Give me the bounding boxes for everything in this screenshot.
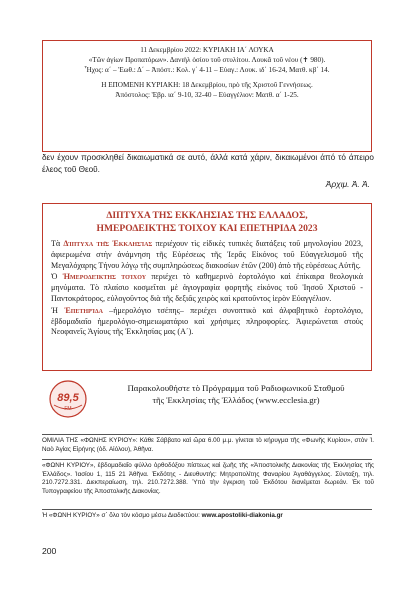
radio-line2: τῆς Ἐκκλησίας τῆς Ἑλλάδος (www.ecclesia.gr) [152,395,320,405]
diptycha-paragraph-2 [51,272,363,305]
footer-divider-1 [42,434,372,435]
liturgical-info-box [42,40,372,152]
p2-name: Ἡμεροδείκτης τοίχου [62,272,147,282]
diptycha-title-line2: ΗΜΕΡΟΔΕΙΚΤΗΣ ΤΟΙΧΟΥ ΚΑΙ ΕΠΕΤΗΡΙΔΑ 2023 [96,222,318,234]
logo-unit: FM [64,406,72,412]
internet-prefix: Ἡ «ΦΩΝΗ ΚΥΡΙΟΥ» σ΄ ὅλο τὸν κόσμο μέσω Διαδικτύου: [42,512,200,519]
p3-lead: Ἡ [51,305,58,315]
next-sunday-heading: Η ΕΠΟΜΕΝΗ ΚΥΡΙΑΚΗ: 18 Δεκεμβρίου, πρὸ τῆς Χριστοῦ Γεννήσεως. [101,80,313,89]
page-number: 200 [42,546,57,556]
p3-rest: –ἡμερολόγιο τσέπης– περιέχει συνοπτικὸ καὶ ἀλφαβητικὸ ἑορτολόγιο, ἑβδομαδιαῖο ἡμερολόγιο-σημειωματάριο καὶ χρήσιμες πληροφορίες. Ἀφιερώνεται στοὺς Νεοφανεῖς Ἁγίους τῆς Ἐκκλησίας μας (Α΄). [51,305,363,337]
p2-rest: περιέχει τὸ καθημερινὸ ἑορτολόγιο καὶ ἐπίκαιρα θεολογικὰ μηνύματα. Τὸ πλαίσιο κοσμεῖται μὲ ἁγιογραφία φορητῆς εἰκόνος τοῦ Ἰησοῦ Χριστοῦ - Παντοκράτορος, εὐλογοῦντος διὰ τῆς δεξιᾶς χειρὸς καὶ κρατοῦντος ἱερὸν Εὐαγγέλιον. [51,272,363,304]
next-sunday-readings: Ἀπόστολος: Ἑβρ. ια΄ 9-10, 32-40 – Εὐαγγέλιον: Ματθ. α΄ 1-25. [115,90,299,99]
internet-url[interactable]: www.apostoliki-diakonia.gr [201,512,283,519]
radio-line1: Παρακολουθήστε τὸ Πρόγραμμα τοῦ Ραδιοφωνικοῦ Σταθμοῦ [127,383,345,393]
p3-name: Ἐπετηρίδα [64,305,103,315]
footer-divider-3 [42,509,372,510]
liturgical-date-heading: 11 Δεκεμβρίου 2022: ΚΥΡΙΑΚΗ ΙΑ΄ ΛΟΥΚΑ [140,46,274,54]
diptycha-title [51,210,363,235]
internet-notice [42,512,374,521]
publisher-info: «ΦΩΝΗ ΚΥΡΙΟΥ», ἑβδομαδιαῖο φύλλο ὀρθοδόξου πίστεως καὶ ζωῆς τῆς «Ἀποστολικῆς Διακονίας τῆς Ἐκκλησίας τῆς Ἑλλάδος». Ἰασίου 1, 115 21 Ἀθῆνα. Ἐκδότης - Διευθυντής: Μητροπολίτης Φαναρίου Ἀγαθάγγελος. Σύνταξη, τηλ. 210.7272.331. Διεκπεραίωση, τηλ. 210.7272.388. Ὑπὸ τὴν ἐγκριση τοῦ Ἐκδότου διανέμεται δωρεάν. Ἐκ τοῦ Τυπογραφείου τῆς Ἀποστολικῆς Διακονίας. [42,462,374,495]
footer-divider-2 [42,459,372,460]
p1-lead: Τὰ [51,239,61,249]
logo-number: 89,5 [57,392,79,404]
diptycha-paragraph-3 [51,306,363,339]
article-continuation: δεν έχουν προσκληθεί δικαιωματικά σε αυτό, άλλά κατά χάριν, δικαιωμένοι άπό τό άπειρο έλεος τοῦ Θεοῦ. [42,153,374,174]
p2-lead: Ὁ [51,272,58,282]
homilies-notice: ΟΜΙΛΙΑ ΤΗΣ «ΦΩΝΗΣ ΚΥΡΙΟΥ»: Κάθε Σάββατο καὶ ὥρα 6.00 μ.μ. γίνεται τὸ κήρυγμα τῆς «Φωνῆς Κυρίου», στὸν Ἱ. Ναὸ Ἁγίας Εἰρήνης (ὁδ. Αἰόλου), Ἀθῆνα. [42,437,374,453]
radio-notice [96,382,376,406]
radio-station-logo [48,379,88,419]
author-signature: Ἀρχιμ. Ἀ. Ἀ. [325,179,370,189]
liturgical-saints-line: «Τῶν ἁγίων Προπατόρων». Δανιὴλ ὁσίου τοῦ στυλίτου. Λουκᾶ τοῦ νέου (✝ 980). [88,56,326,65]
p1-name: Δίπτυχα τῆς Ἐκκλησίας [63,239,153,249]
liturgical-readings-line: Ἦχος: α΄ – Ἑωθ.: Δ΄ – Ἀπόστ.: Κολ. γ΄ 4-11 – Εὐαγ.: Λουκ. ιδ΄ 16-24, Ματθ. κβ΄ 14. [84,66,330,75]
diptycha-paragraph-1 [51,239,363,272]
p1-rest: περιέχουν τὶς εἰδικὲς τυπικὲς διατάξεις τοῦ μηνολογίου 2023, ἀφιερωμένα στὴν ἀνάμνηση τῆς Εὑρέσεως τῆς Ἱερᾶς Εἰκόνος τοῦ Εὐαγγελισμοῦ τῆς Μεγαλόχαρης Τήνου λόγῳ τῆς συμπληρώσεως διακοσίων ἐτῶν (200) ἀπὸ τῆς εὑρέσεως Αὐτῆς. [51,239,363,270]
diptycha-title-line1: ΔΙΠΤΥΧΑ ΤΗΣ ΕΚΚΛΗΣΙΑΣ ΤΗΣ ΕΛΛΑΔΟΣ, [106,210,308,221]
diptycha-box [42,203,372,371]
